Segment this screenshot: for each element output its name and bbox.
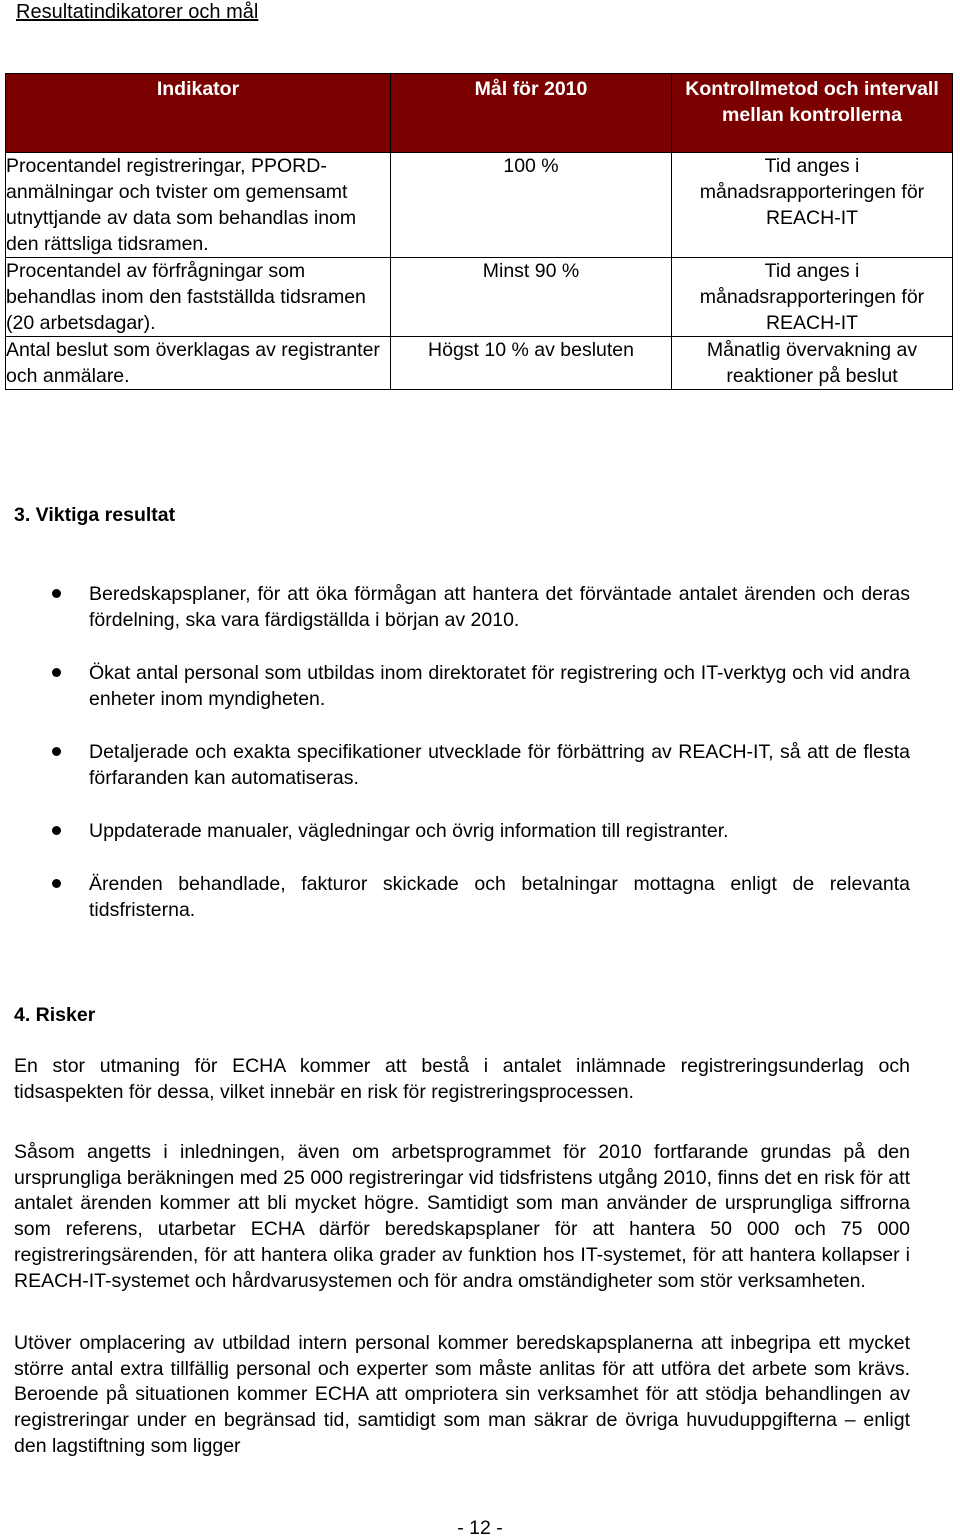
cell-indicator: Procentandel registreringar, PPORD-anmälningar och tvister om gemensamt utnyttjande av data som behandlas inom den rättsliga tidsramen. [6, 153, 391, 258]
header-goal: Mål för 2010 [391, 74, 672, 153]
table-header-row [6, 74, 953, 153]
table-row [6, 337, 953, 390]
bullet-icon [52, 879, 61, 888]
cell-method: Tid anges i månadsrapporteringen för REACH-IT [672, 258, 953, 337]
bullet-icon [52, 826, 61, 835]
list-item-text: Ökat antal personal som utbildas inom direktoratet för registrering och IT-verktyg och vid andra enheter inom myndigheten. [89, 662, 910, 710]
bullet-icon [52, 668, 61, 677]
page-number: - 12 - [457, 1517, 503, 1539]
cell-indicator: Antal beslut som överklagas av registranter och anmälare. [6, 337, 391, 390]
bullet-icon [52, 589, 61, 598]
section-3-title: 3. Viktiga resultat [14, 504, 176, 526]
list-item [14, 581, 910, 633]
section-heading-link: Resultatindikatorer och mål [16, 1, 259, 23]
risk-paragraph: Utöver omplacering av utbildad intern personal kommer beredskapsplanerna att inbegripa ett mycket större antal extra tillfällig personal och experter som måste anlitas för att utföra det arbete som krävs. Beroende på situationen kommer ECHA att ompriotera sin verksamhet för att stödja behandlingen av registreringar under en begränsad tid, samtidigt som man säkrar de övriga huvuduppgifterna – enligt den lagstiftning som ligger [14, 1332, 910, 1457]
cell-method: Tid anges i månadsrapporteringen för REACH-IT [672, 153, 953, 258]
cell-goal: Minst 90 % [391, 258, 672, 337]
cell-indicator: Procentandel av förfrågningar som behandlas inom den fastställda tidsramen (20 arbetsdagar). [6, 258, 391, 337]
bullet-icon [52, 747, 61, 756]
section-4-title: 4. Risker [14, 1004, 96, 1026]
list-item-text: Uppdaterade manualer, vägledningar och övrig information till registranter. [89, 820, 729, 842]
results-table [5, 73, 953, 390]
list-item-text: Beredskapsplaner, för att öka förmågan att hantera det förväntade antalet ärenden och deras fördelning, ska vara färdigställda i början av 2010. [89, 583, 910, 631]
list-item-text: Detaljerade och exakta specifikationer utvecklade för förbättring av REACH-IT, så att de flesta förfaranden kan automatiseras. [89, 741, 910, 789]
cell-method: Månatlig övervakning av reaktioner på beslut [672, 337, 953, 390]
cell-goal: Högst 10 % av besluten [391, 337, 672, 390]
cell-goal: 100 % [391, 153, 672, 258]
header-method: Kontrollmetod och intervall mellan kontrollerna [672, 74, 953, 153]
risk-paragraph: En stor utmaning för ECHA kommer att bestå i antalet inlämnade registreringsunderlag och tidsaspekten för dessa, vilket innebär en risk för registreringsprocessen. [14, 1055, 910, 1103]
list-item [14, 739, 910, 791]
list-item [14, 871, 910, 923]
list-item-text: Ärenden behandlade, fakturor skickade och betalningar mottagna enligt de relevanta tidsfristerna. [89, 873, 910, 921]
header-indicator: Indikator [6, 74, 391, 153]
list-item [14, 660, 910, 712]
table-row [6, 153, 953, 258]
table-row [6, 258, 953, 337]
list-item [14, 818, 910, 844]
key-results-list [14, 581, 910, 950]
risk-paragraph: Såsom angetts i inledningen, även om arbetsprogrammet för 2010 fortfarande grundas på den ursprungliga beräkningen med 25 000 registreringar vid tidsfristens utgång 2010, finns det en risk för att antalet ärenden kommer att bli mycket högre. Samtidigt som man använder de ursprungliga siffrorna som referens, utarbetar ECHA därför beredskapsplaner för att hantera 50 000 och 75 000 registreringsärenden, för att hantera olika grader av funktion hos IT-systemet, för att hantera kollapser i REACH-IT-systemet och hårdvarusystemen och för andra omständigheter som stör verksamheten. [14, 1141, 910, 1292]
